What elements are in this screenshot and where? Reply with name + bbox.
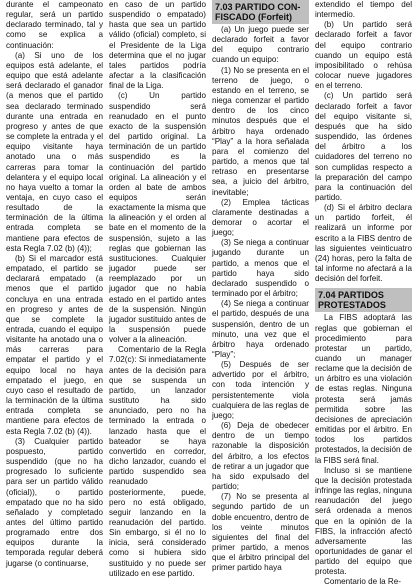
column-2 [109, 0, 206, 578]
paragraph: (3) Cualquier partido pospuesto, partido suspendido (que no ha progresado lo suficiente para ser un partido válido (oficial)), o partido empatado que no ha sido señalado y completado antes del último partido programado entre dos equipos durante la temporada regular deberá jugarse (o continuarse, [6, 436, 103, 568]
section-heading-7-03 [212, 0, 309, 24]
column-1 [6, 0, 103, 568]
paragraph: (5) Después de ser advertido por el árbitro, con toda intención y persistentemente viola cualquiera de las reglas de juego; [212, 360, 309, 420]
paragraph: (a) Un juego puede ser declarado forfeit a favor del equipo contrario cuando un equipo: [212, 25, 309, 65]
paragraph: durante el campeonato regular, será un partido declarado terminado, tal y como se explica a continuación: [6, 0, 103, 50]
paragraph: (b) Si el marcador está empatado, el partido se declarará empatado (a menos que el partido concluya en una entrada en progreso y antes de que se complete la entrada, cuando el equipo visitante ha anotado una o más carreras para empatar el partido y el equipo local no haya empatado el juego, en cuyo caso el resultado de la terminación de la última entrada completa se mantiene para efectos de esta Regla 7.02 (b) (4)). [6, 253, 103, 436]
heading-line: 7.03 PARTIDO CON- [215, 2, 301, 12]
heading-line: 7.04 PARTIDOS [318, 290, 384, 301]
section-heading-7-04 [315, 288, 412, 312]
paragraph: (d) Si el árbitro declara un partido forfeit, él realizará un informe por escrito a la FIBS dentro de las siguientes veinticuatro (24) horas, pero la falta de tal informe no afectará a la decisión del forfeit. [315, 203, 412, 284]
paragraph: (6) Deja de obedecer dentro de un tiempo razonable la disposición del árbitro, a los efectos de retirar a un jugador que ha sido expulsado del partido; [212, 421, 309, 492]
column-3 [212, 0, 309, 573]
heading-line: FISCADO (Forfeit) [215, 12, 292, 22]
paragraph: (3) Se niega a continuar jugando durante un partido, a menos que el partido haya sido declarado suspendido o terminado por el árbitro; [212, 238, 309, 299]
paragraph: (c) Un partido suspendido será reanudado en el punto exacto de la suspensión del partido original. La terminación de un partido suspendido es la continuación del partido original. La alineación y el orden al bate de ambos equipos serán exactamente la misma que la alineación y el orden al bate en el momento de la suspensión, sujeto a las reglas que gobiernan las sustituciones. Cualquier jugador puede ser reemplazado por un jugador que no había estado en el partido antes de la suspensión. Ningún jugador sustituido antes de la suspensión puede volver a la alineación. [109, 91, 206, 345]
paragraph: Incluso si se mantiene que la decisión protestada infringe las reglas, ninguna reanudación del juego será ordenada a menos que en la opinión de la FIBS, la infracción afectó adversamente las oportunidades de ganar el partido del equipo que protesta. [315, 465, 412, 577]
paragraph: (c) Un partido será declarado forfeit a favor del equipo visitante si, después que ha sido suspendido, las órdenes del árbitro a los cuidadores del terreno no son cumplidas respecto a la preparación del campo para la continuación del partido. [315, 91, 412, 202]
paragraph: (2) Emplea tácticas claramente destinadas a demorar o acortar el juego; [212, 197, 309, 238]
paragraph: (b) Un partido será declarado forfeit a favor del equipo contrario cuando un equipo está imposibilitado o rehúsa colocar nueve jugadores en el terreno. [315, 20, 412, 91]
paragraph: extendido el tiempo del intermedio. [315, 0, 412, 20]
paragraph: Comentario de la Re- [324, 577, 401, 587]
heading-line: PROTESTADOS [318, 300, 386, 311]
paragraph: en caso de un partido suspendido o empatado) hasta que sea un partido válido (oficial) completo, si el Presidente de la Liga determina que el no jugar tales partidos podría afectar a la clasificación final de la Liga. [109, 0, 206, 91]
paragraph: (1) No se presenta en el terreno de juego, o estando en el terreno, se niega comenzar el partido dentro de los cinco minutos después que el árbitro haya ordenado “Play” a la hora señalada para el comienzo del partido, a menos que tal retraso en presentarse sea, a juicio del árbitro, inevitable; [212, 65, 309, 197]
paragraph: (a) Si uno de los equipos está adelante, el equipo que está adelante será declarado el ganador (a menos que el partido sea declarado terminado durante una entrada en progreso y antes de que se complete la entrada y el equipo visitante haya anotado una o más carreras para tomar la delantera y el equipo local no haya vuelto a tomar la ventaja, en cuyo caso el resultado de la terminación de la última entrada completa se mantiene para efectos de esta Regla 7.02 (b) (4)); [6, 50, 103, 253]
paragraph: (4) Se niega a continuar el partido, después de una suspensión, dentro de un minuto, una vez que el árbitro haya ordenado “Play”; [212, 299, 309, 359]
comment-paragraph: Comentario de la Regla 7.02(c): Si inmediatamente antes de la decisión para que se suspenda un partido, un lanzador sustituto ha sido anunciado, pero no ha terminado la entrada o lanzado hasta que el bateador se haya convertido en corredor, dicho lanzador, cuando el partido suspendido sea reanudado posteriormente, puede, pero no está obligado, seguir lanzando en la reanudación del partido. Sin embargo, si él no lo inicia, será considerado como si hubiera sido sustituido y no puede ser utilizado en ese partido. [109, 345, 206, 578]
column-4 [315, 0, 412, 587]
paragraph: (7) No se presenta al segundo partido de un doble encuentro, dentro de los veinte minutos siguientes del final del primer partido, a menos que el árbitro principal del primer partido haya [212, 492, 309, 573]
paragraph: La FIBS adoptará las reglas que gobiernan el procedimiento para protestar un partido, cuando un manager reclame que la decisión de un árbitro es una violación de estas reglas. Ninguna protesta será jamás permitida sobre las decisiones de apreciación emitidas por el árbitro. En todos los partidos protestados, la decisión de la FIBS será final. [315, 313, 412, 465]
